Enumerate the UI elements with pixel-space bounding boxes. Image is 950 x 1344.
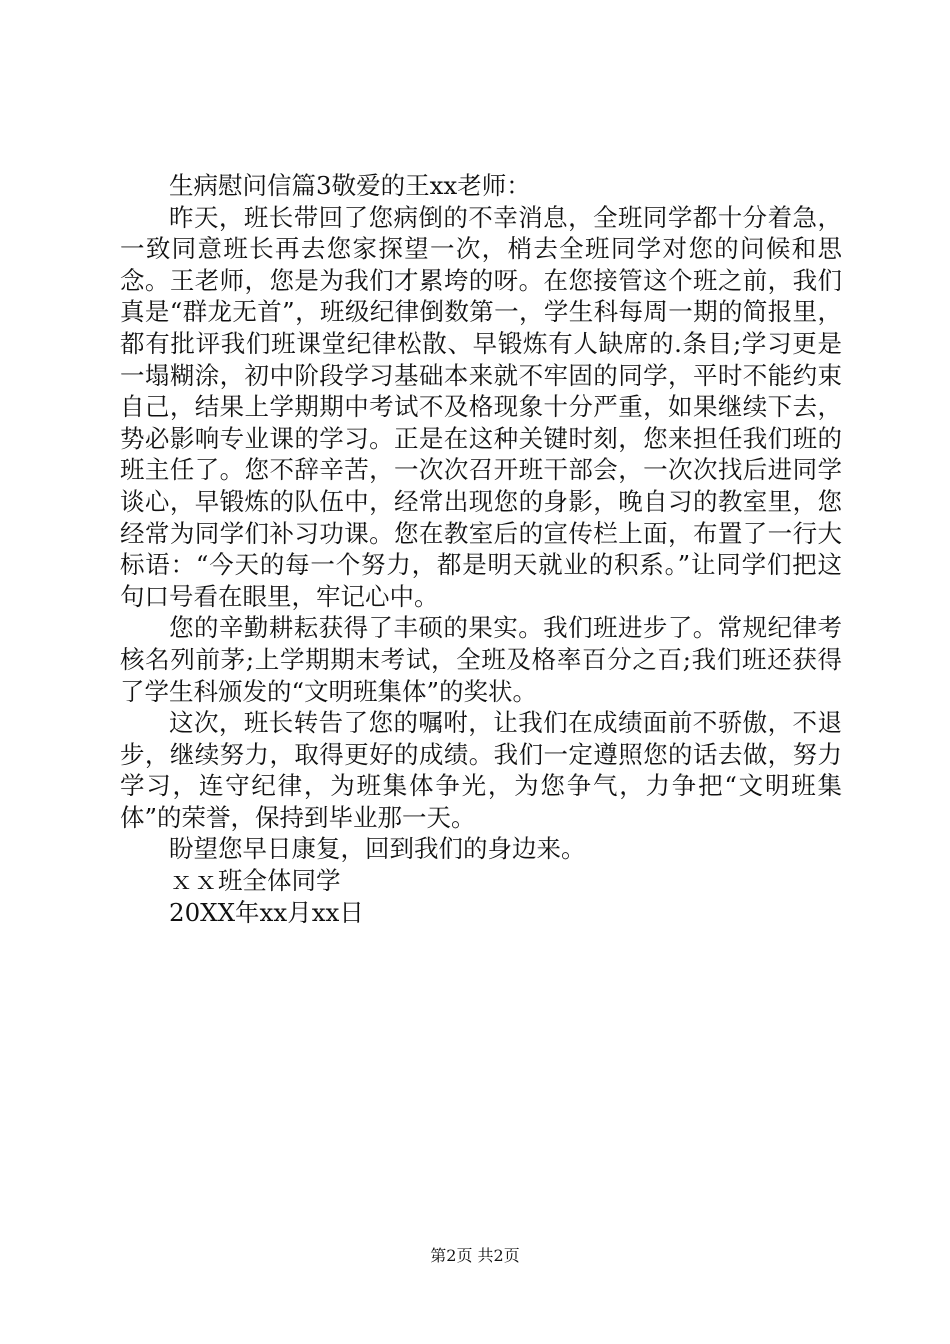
paragraph: 这次，班长转告了您的嘱咐，让我们在成绩面前不骄傲，不退步，继续努力，取得更好的成绩。我们一定遵照您的话去做，努力学习，连守纪律，为班集体争光，为您争气，力争把“文明班集体”的荣誉，保持到毕业那一天。: [120, 708, 842, 832]
page-number-footer: 第2页 共2页: [430, 1246, 520, 1265]
letter-date: 20XX年xx月xx日: [169, 897, 364, 927]
paragraph: 昨天，班长带回了您病倒的不幸消息，全班同学都十分着急，一致同意班长再去您家探望一次，梢去全班同学对您的问候和思念。王老师，您是为我们才累垮的呀。在您接管这个班之前，我们真是“群龙无首”，班级纪律倒数第一，学生科每周一期的简报里，都有批评我们班课堂纪律松散、早锻炼有人缺席的.条目;学习更是一塌糊涂，初中阶段学习基础本来就不牢固的同学，平时不能约束自己，结果上学期期中考试不及格现象十分严重，如果继续下去，势必影响专业课的学习。正是在这种关键时刻，您来担任我们班的班主任了。您不辞辛苦，一次次召开班干部会，一次次找后进同学谈心，早锻炼的队伍中，经常出现您的身影，晚自习的教室里，您经常为同学们补习功课。您在教室后的宣传栏上面，布置了一行大标语：“今天的每一个努力，都是明天就业的积系。”让同学们把这句口号看在眼里，牢记心中。: [120, 202, 842, 611]
letter-heading: 生病慰问信篇3敬爱的王xx老师：: [169, 171, 531, 200]
letter-body: [120, 170, 842, 928]
signature: ｘｘ班全体同学: [169, 866, 341, 896]
closing-wish: 盼望您早日康复，回到我们的身边来。: [169, 834, 586, 864]
paragraph: 您的辛勤耕耘获得了丰硕的果实。我们班进步了。常规纪律考核名列前茅;上学期期末考试，全班及格率百分之百;我们班还获得了学生科颁发的“文明班集体”的奖状。: [120, 613, 842, 706]
